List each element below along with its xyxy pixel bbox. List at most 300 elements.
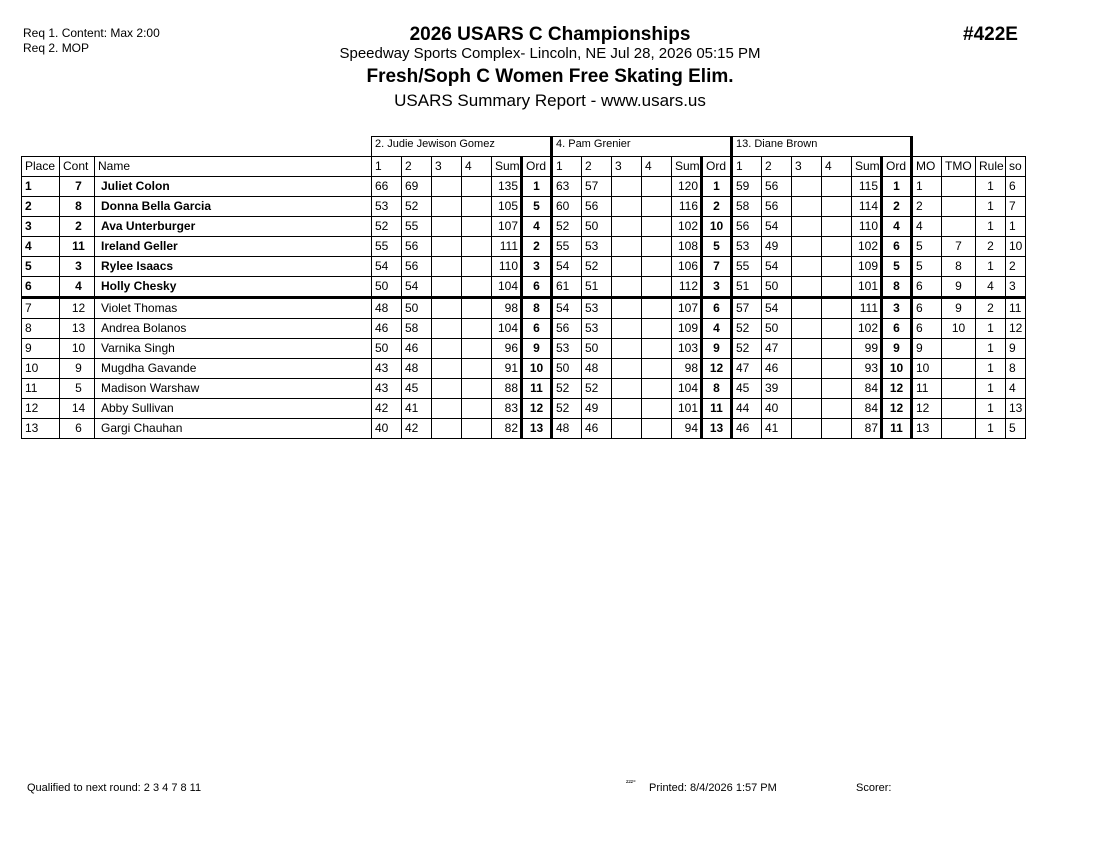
- ordinal-cell: 2: [522, 237, 552, 257]
- mark-cell: 52: [552, 217, 582, 237]
- ordinal-cell: 6: [882, 319, 912, 339]
- so-cell: 10: [1006, 237, 1026, 257]
- judge-name: 4. Pam Grenier: [552, 137, 732, 157]
- event-number: #422E: [963, 24, 1018, 45]
- cont-cell: 8: [60, 197, 95, 217]
- mark-cell: [822, 359, 852, 379]
- col-name: Name: [95, 157, 372, 177]
- ordinal-cell: 12: [522, 399, 552, 419]
- so-cell: 11: [1006, 298, 1026, 319]
- mark-cell: 59: [732, 177, 762, 197]
- mark-cell: [642, 177, 672, 197]
- mark-cell: 50: [582, 217, 612, 237]
- skater-row: [22, 319, 1026, 339]
- col-mark: 4: [462, 157, 492, 177]
- col-place: Place: [22, 157, 60, 177]
- mark-cell: [792, 277, 822, 298]
- mark-cell: [822, 339, 852, 359]
- mo-cell: 10: [912, 359, 942, 379]
- col-rule: Rule: [976, 157, 1006, 177]
- mark-cell: [612, 379, 642, 399]
- mark-cell: 48: [582, 359, 612, 379]
- sum-cell: 115: [852, 177, 882, 197]
- mark-cell: [792, 399, 822, 419]
- judge-name: 13. Diane Brown: [732, 137, 912, 157]
- col-mark: 2: [402, 157, 432, 177]
- ordinal-cell: 13: [522, 419, 552, 439]
- skater-name: Madison Warshaw: [95, 379, 372, 399]
- mark-cell: 52: [732, 319, 762, 339]
- rule-cell: 1: [976, 217, 1006, 237]
- sum-cell: 98: [672, 359, 702, 379]
- ordinal-cell: 2: [882, 197, 912, 217]
- ordinal-cell: 1: [882, 177, 912, 197]
- mo-cell: 12: [912, 399, 942, 419]
- mark-cell: [642, 379, 672, 399]
- so-cell: 13: [1006, 399, 1026, 419]
- mark-cell: [462, 339, 492, 359]
- mark-cell: 63: [552, 177, 582, 197]
- sum-cell: 120: [672, 177, 702, 197]
- rule-cell: 1: [976, 177, 1006, 197]
- rule-cell: 2: [976, 298, 1006, 319]
- sum-cell: 96: [492, 339, 522, 359]
- cont-cell: 12: [60, 298, 95, 319]
- mark-cell: 46: [582, 419, 612, 439]
- mark-cell: [642, 257, 672, 277]
- mark-cell: [642, 217, 672, 237]
- mo-cell: 9: [912, 339, 942, 359]
- mark-cell: 40: [762, 399, 792, 419]
- mo-cell: 1: [912, 177, 942, 197]
- place-cell: 11: [22, 379, 60, 399]
- skater-name: Rylee Isaacs: [95, 257, 372, 277]
- mark-cell: [432, 257, 462, 277]
- mark-cell: [462, 197, 492, 217]
- skater-row: [22, 237, 1026, 257]
- ordinal-cell: 6: [882, 237, 912, 257]
- mark-cell: [462, 177, 492, 197]
- ordinal-cell: 12: [702, 359, 732, 379]
- sum-cell: 87: [852, 419, 882, 439]
- col-so: so: [1006, 157, 1026, 177]
- mark-cell: [612, 419, 642, 439]
- mark-cell: 52: [582, 379, 612, 399]
- col-mark: 3: [432, 157, 462, 177]
- sum-cell: 107: [672, 298, 702, 319]
- mark-cell: 54: [762, 217, 792, 237]
- mark-cell: [432, 359, 462, 379]
- sum-cell: 135: [492, 177, 522, 197]
- mark-cell: [642, 359, 672, 379]
- mark-cell: [792, 359, 822, 379]
- sum-cell: 111: [852, 298, 882, 319]
- sum-cell: 110: [492, 257, 522, 277]
- mark-cell: 53: [732, 237, 762, 257]
- judge-header-row: [22, 137, 1026, 157]
- mark-cell: 43: [372, 359, 402, 379]
- col-mark: 4: [822, 157, 852, 177]
- scorer-label: Scorer:: [856, 782, 892, 794]
- ordinal-cell: 11: [882, 419, 912, 439]
- ordinal-cell: 12: [882, 379, 912, 399]
- so-cell: 9: [1006, 339, 1026, 359]
- mark-cell: 54: [372, 257, 402, 277]
- rule-cell: 1: [976, 399, 1006, 419]
- mark-cell: [612, 319, 642, 339]
- mark-cell: 56: [552, 319, 582, 339]
- sum-cell: 104: [672, 379, 702, 399]
- tmo-cell: [942, 197, 976, 217]
- ordinal-cell: 6: [522, 319, 552, 339]
- rule-cell: 1: [976, 379, 1006, 399]
- mark-cell: [792, 217, 822, 237]
- so-cell: 5: [1006, 419, 1026, 439]
- col-mark: 1: [552, 157, 582, 177]
- mark-cell: [612, 237, 642, 257]
- mo-cell: 4: [912, 217, 942, 237]
- mark-cell: [612, 177, 642, 197]
- skater-row: [22, 257, 1026, 277]
- mark-cell: 56: [732, 217, 762, 237]
- mo-cell: 5: [912, 237, 942, 257]
- mark-cell: 55: [552, 237, 582, 257]
- col-mark: 1: [732, 157, 762, 177]
- place-cell: 1: [22, 177, 60, 197]
- mark-cell: 58: [732, 197, 762, 217]
- requirement-1: Req 1. Content: Max 2:00: [23, 26, 160, 40]
- skater-row: [22, 339, 1026, 359]
- mark-cell: 66: [372, 177, 402, 197]
- mark-cell: 42: [402, 419, 432, 439]
- mark-cell: [462, 419, 492, 439]
- mark-cell: [822, 379, 852, 399]
- mark-cell: 56: [402, 237, 432, 257]
- mark-cell: [822, 277, 852, 298]
- sum-cell: 104: [492, 319, 522, 339]
- col-sum: Sum: [492, 157, 522, 177]
- ordinal-cell: 3: [882, 298, 912, 319]
- ordinal-cell: 9: [702, 339, 732, 359]
- sum-cell: 104: [492, 277, 522, 298]
- mark-cell: [462, 257, 492, 277]
- mark-cell: [612, 277, 642, 298]
- so-cell: 2: [1006, 257, 1026, 277]
- mark-cell: 41: [762, 419, 792, 439]
- skater-row: [22, 277, 1026, 298]
- skater-row: [22, 379, 1026, 399]
- mark-cell: 55: [402, 217, 432, 237]
- so-cell: 1: [1006, 217, 1026, 237]
- mark-cell: 52: [732, 339, 762, 359]
- tmo-cell: [942, 379, 976, 399]
- sum-cell: 88: [492, 379, 522, 399]
- tmo-cell: [942, 399, 976, 419]
- mark-cell: [822, 298, 852, 319]
- mark-cell: [822, 197, 852, 217]
- sum-cell: 116: [672, 197, 702, 217]
- sum-cell: 94: [672, 419, 702, 439]
- ordinal-cell: 1: [522, 177, 552, 197]
- mark-cell: 55: [732, 257, 762, 277]
- ordinal-cell: 4: [702, 319, 732, 339]
- ordinal-cell: 2: [702, 197, 732, 217]
- so-cell: 7: [1006, 197, 1026, 217]
- mark-cell: [432, 379, 462, 399]
- mark-cell: [612, 298, 642, 319]
- mark-cell: 54: [402, 277, 432, 298]
- mark-cell: 61: [552, 277, 582, 298]
- mark-cell: 56: [762, 197, 792, 217]
- col-mark: 4: [642, 157, 672, 177]
- mark-cell: [792, 197, 822, 217]
- so-cell: 6: [1006, 177, 1026, 197]
- mark-cell: 45: [402, 379, 432, 399]
- mark-cell: [792, 257, 822, 277]
- mark-cell: 54: [762, 257, 792, 277]
- so-cell: 4: [1006, 379, 1026, 399]
- sum-cell: 110: [852, 217, 882, 237]
- ordinal-cell: 9: [522, 339, 552, 359]
- skater-row: [22, 419, 1026, 439]
- mark-cell: 56: [762, 177, 792, 197]
- place-cell: 5: [22, 257, 60, 277]
- rule-cell: 4: [976, 277, 1006, 298]
- skater-row: [22, 177, 1026, 197]
- mark-cell: 55: [372, 237, 402, 257]
- skater-name: Violet Thomas: [95, 298, 372, 319]
- mark-cell: [432, 277, 462, 298]
- mark-cell: 48: [552, 419, 582, 439]
- mo-cell: 2: [912, 197, 942, 217]
- sum-cell: 91: [492, 359, 522, 379]
- mark-cell: [432, 217, 462, 237]
- rule-cell: 1: [976, 359, 1006, 379]
- ordinal-cell: 8: [702, 379, 732, 399]
- mark-cell: 60: [552, 197, 582, 217]
- mark-cell: 50: [762, 319, 792, 339]
- sum-cell: 84: [852, 379, 882, 399]
- mark-cell: [792, 298, 822, 319]
- mark-cell: [462, 399, 492, 419]
- mark-cell: 51: [732, 277, 762, 298]
- header-spacer: [22, 137, 372, 157]
- cont-cell: 10: [60, 339, 95, 359]
- ordinal-cell: 5: [702, 237, 732, 257]
- sum-cell: 84: [852, 399, 882, 419]
- mark-cell: 40: [372, 419, 402, 439]
- skater-row: [22, 399, 1026, 419]
- ordinal-cell: 4: [522, 217, 552, 237]
- col-mark: 2: [762, 157, 792, 177]
- mark-cell: [462, 277, 492, 298]
- col-mark: 2: [582, 157, 612, 177]
- mark-cell: 50: [582, 339, 612, 359]
- ordinal-cell: 6: [702, 298, 732, 319]
- mark-cell: 49: [762, 237, 792, 257]
- skater-row: [22, 197, 1026, 217]
- mark-cell: 46: [372, 319, 402, 339]
- mark-cell: [462, 319, 492, 339]
- place-cell: 4: [22, 237, 60, 257]
- col-mark: 3: [612, 157, 642, 177]
- place-cell: 10: [22, 359, 60, 379]
- ordinal-cell: 3: [522, 257, 552, 277]
- requirement-2: Req 2. MOP: [23, 41, 90, 55]
- mark-cell: [612, 339, 642, 359]
- skater-name: Gargi Chauhan: [95, 419, 372, 439]
- ordinal-cell: 8: [882, 277, 912, 298]
- mo-cell: 6: [912, 298, 942, 319]
- mark-cell: 52: [582, 257, 612, 277]
- ordinal-cell: 7: [702, 257, 732, 277]
- mark-cell: [612, 217, 642, 237]
- col-sum: Sum: [852, 157, 882, 177]
- mark-cell: [792, 237, 822, 257]
- mark-cell: 47: [762, 339, 792, 359]
- col-cont: Cont: [60, 157, 95, 177]
- tmo-cell: [942, 177, 976, 197]
- col-mark: 1: [372, 157, 402, 177]
- results-table: [21, 136, 1026, 439]
- cont-cell: 9: [60, 359, 95, 379]
- place-cell: 12: [22, 399, 60, 419]
- mark-cell: [432, 339, 462, 359]
- ordinal-cell: 4: [882, 217, 912, 237]
- tmo-cell: [942, 217, 976, 237]
- mark-cell: [822, 419, 852, 439]
- mo-cell: 5: [912, 257, 942, 277]
- mark-cell: 45: [732, 379, 762, 399]
- sum-cell: 102: [672, 217, 702, 237]
- skater-row: [22, 359, 1026, 379]
- sum-cell: 112: [672, 277, 702, 298]
- col-ord: Ord: [522, 157, 552, 177]
- mo-cell: 6: [912, 319, 942, 339]
- event-title: Fresh/Soph C Women Free Skating Elim.: [366, 66, 734, 87]
- cont-cell: 5: [60, 379, 95, 399]
- ordinal-cell: 10: [702, 217, 732, 237]
- place-cell: 3: [22, 217, 60, 237]
- skater-row: [22, 298, 1026, 319]
- rule-cell: 1: [976, 339, 1006, 359]
- tmo-cell: 9: [942, 277, 976, 298]
- mark-cell: 52: [552, 379, 582, 399]
- mark-cell: 50: [552, 359, 582, 379]
- sum-cell: 98: [492, 298, 522, 319]
- sum-cell: 102: [852, 319, 882, 339]
- mark-cell: [792, 379, 822, 399]
- ordinal-cell: 3: [702, 277, 732, 298]
- report-title: USARS Summary Report - www.usars.us: [394, 91, 706, 110]
- mark-cell: 41: [402, 399, 432, 419]
- mark-cell: [642, 419, 672, 439]
- rule-cell: 2: [976, 237, 1006, 257]
- ordinal-cell: 11: [522, 379, 552, 399]
- sum-cell: 82: [492, 419, 522, 439]
- mark-cell: 57: [732, 298, 762, 319]
- sum-cell: 102: [852, 237, 882, 257]
- tmo-cell: 7: [942, 237, 976, 257]
- mark-cell: [642, 197, 672, 217]
- mark-cell: 39: [762, 379, 792, 399]
- mark-cell: [432, 298, 462, 319]
- sum-cell: 99: [852, 339, 882, 359]
- mark-cell: 53: [552, 339, 582, 359]
- mark-cell: [822, 257, 852, 277]
- judge-name: 2. Judie Jewison Gomez: [372, 137, 552, 157]
- sum-cell: 114: [852, 197, 882, 217]
- column-header-row: [22, 157, 1026, 177]
- cont-cell: 3: [60, 257, 95, 277]
- sum-cell: 111: [492, 237, 522, 257]
- rule-cell: 1: [976, 197, 1006, 217]
- sum-cell: 105: [492, 197, 522, 217]
- mark-cell: 50: [762, 277, 792, 298]
- sum-cell: 108: [672, 237, 702, 257]
- ordinal-cell: 12: [882, 399, 912, 419]
- mark-cell: 54: [552, 298, 582, 319]
- mo-cell: 13: [912, 419, 942, 439]
- mark-cell: [822, 319, 852, 339]
- mark-cell: [462, 298, 492, 319]
- report-code: ²²²°: [626, 780, 636, 787]
- col-mo: MO: [912, 157, 942, 177]
- mo-cell: 6: [912, 277, 942, 298]
- cont-cell: 11: [60, 237, 95, 257]
- cont-cell: 13: [60, 319, 95, 339]
- mark-cell: [792, 319, 822, 339]
- mark-cell: [792, 419, 822, 439]
- mark-cell: 49: [582, 399, 612, 419]
- mark-cell: [462, 379, 492, 399]
- mo-cell: 11: [912, 379, 942, 399]
- rule-cell: 1: [976, 319, 1006, 339]
- place-cell: 8: [22, 319, 60, 339]
- mark-cell: [432, 419, 462, 439]
- cont-cell: 6: [60, 419, 95, 439]
- printed-timestamp: Printed: 8/4/2026 1:57 PM: [649, 782, 777, 794]
- sum-cell: 101: [852, 277, 882, 298]
- ordinal-cell: 11: [702, 399, 732, 419]
- sum-cell: 93: [852, 359, 882, 379]
- mark-cell: 48: [372, 298, 402, 319]
- mark-cell: [642, 319, 672, 339]
- rule-cell: 1: [976, 419, 1006, 439]
- mark-cell: 53: [582, 298, 612, 319]
- tmo-cell: [942, 339, 976, 359]
- mark-cell: 52: [552, 399, 582, 419]
- mark-cell: [462, 217, 492, 237]
- mark-cell: 47: [732, 359, 762, 379]
- mark-cell: [612, 257, 642, 277]
- mark-cell: 48: [402, 359, 432, 379]
- ordinal-cell: 6: [522, 277, 552, 298]
- col-sum: Sum: [672, 157, 702, 177]
- cont-cell: 7: [60, 177, 95, 197]
- skater-row: [22, 217, 1026, 237]
- sum-cell: 83: [492, 399, 522, 419]
- mark-cell: [432, 319, 462, 339]
- tmo-cell: 8: [942, 257, 976, 277]
- mark-cell: [432, 177, 462, 197]
- mark-cell: [822, 217, 852, 237]
- sum-cell: 101: [672, 399, 702, 419]
- skater-name: Varnika Singh: [95, 339, 372, 359]
- mark-cell: 54: [552, 257, 582, 277]
- sum-cell: 109: [672, 319, 702, 339]
- sum-cell: 106: [672, 257, 702, 277]
